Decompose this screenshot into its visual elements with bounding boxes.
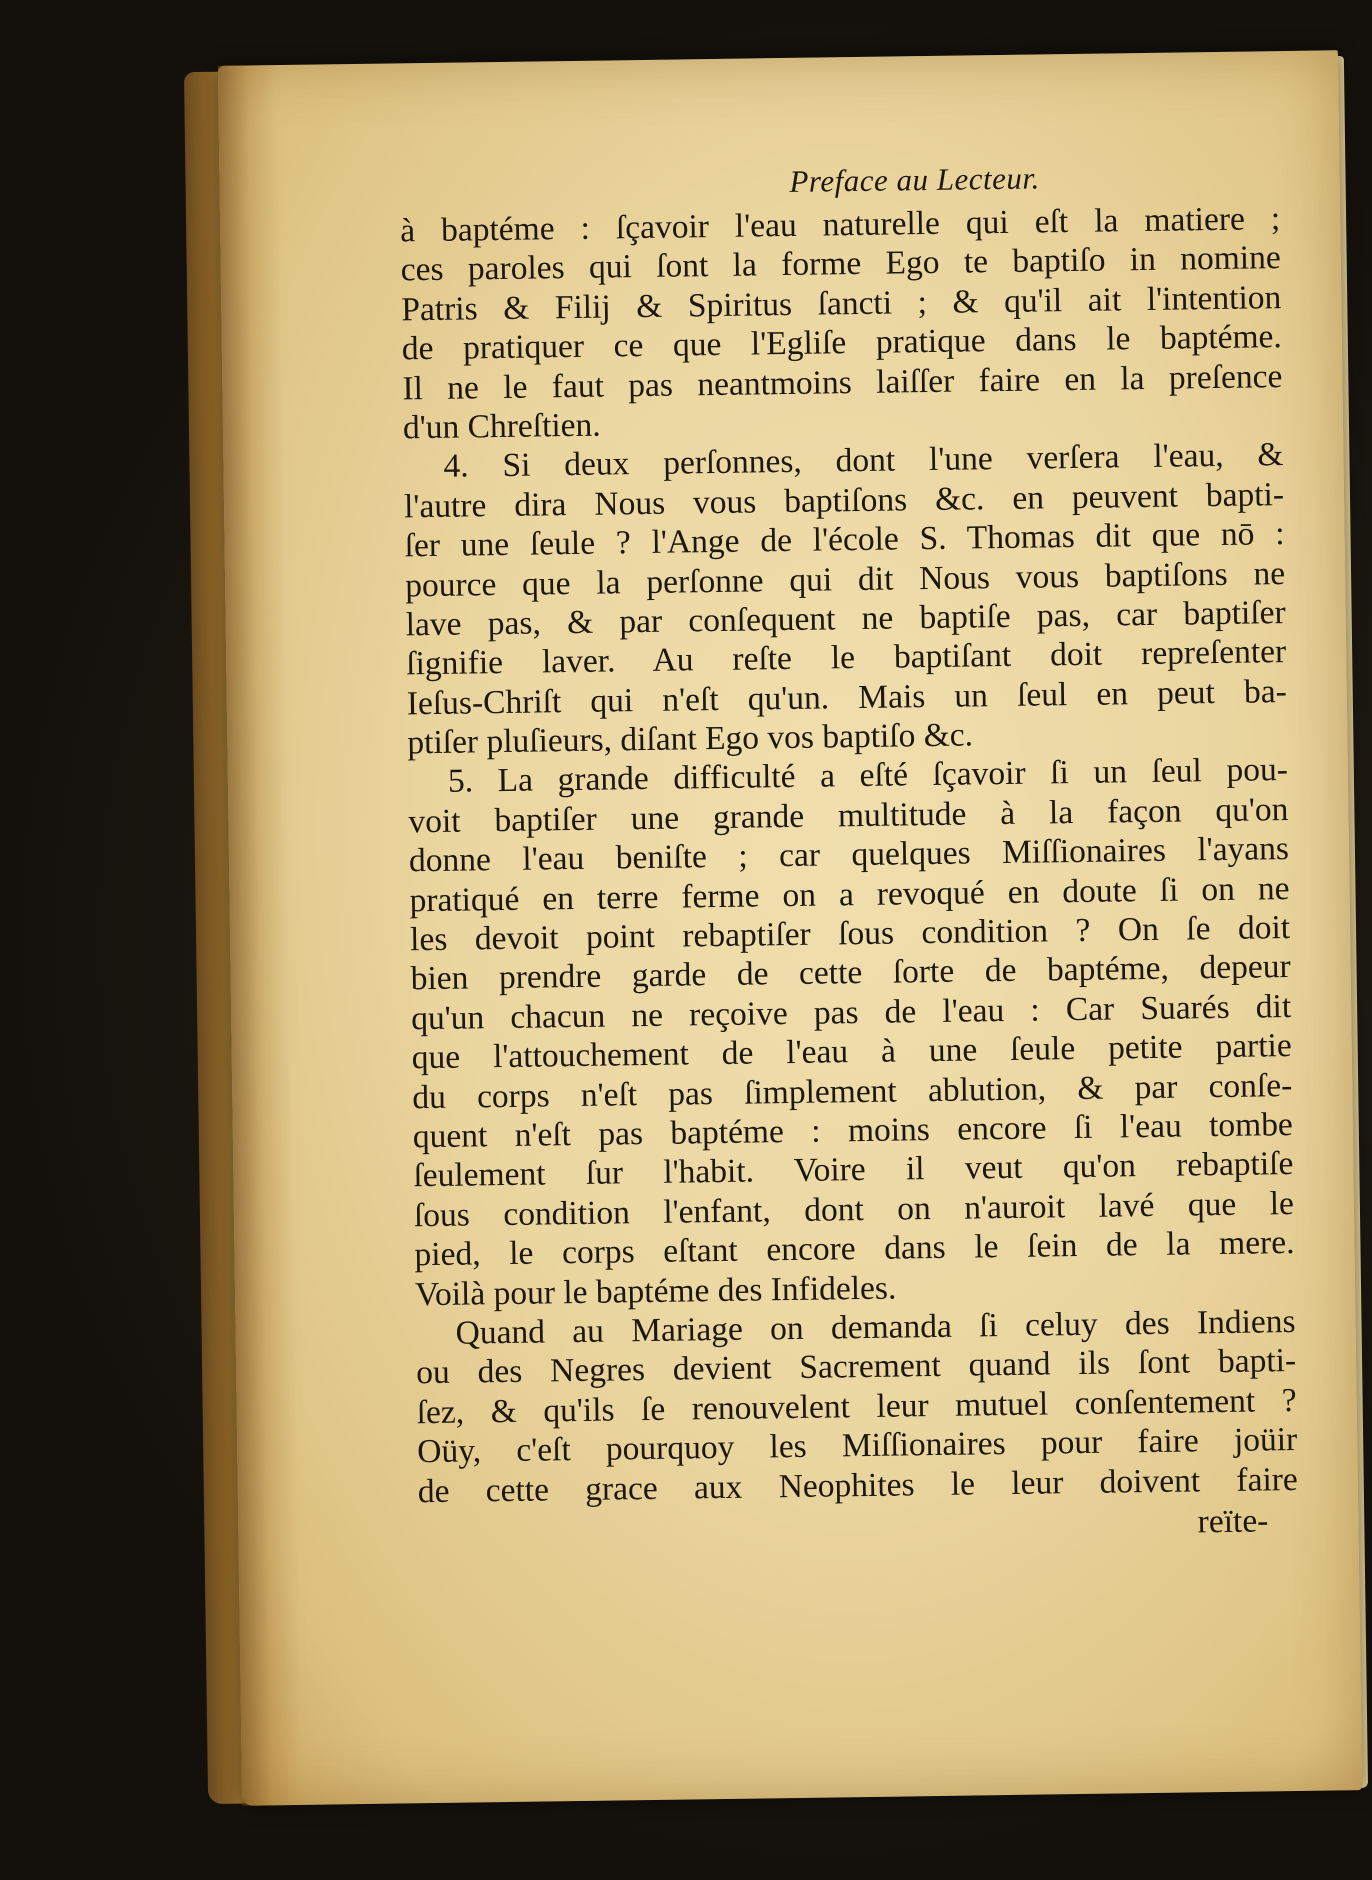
text-line: de pratiquer ce que l'Egliſe pratique dans le baptéme. [401, 318, 1283, 368]
text-line: Ieſus-Chriſt qui n'eſt qu'un. Mais un ſeul en peut ba- [406, 672, 1288, 723]
text-line: pratiqué en terre ferme on a revoqué en doute ſi on ne [409, 869, 1290, 919]
text-line: 4. Si deux perſonnes, dont l'une verſera l'eau, & [443, 436, 1284, 486]
text-line: de cette grace aux Neophites le leur doivent faire [417, 1460, 1299, 1510]
text-line: ces paroles qui ſont la forme Ego te baptiſo in nomine [400, 239, 1281, 289]
text-line: d'un Chreſtien. [402, 406, 601, 447]
text-line: ptiſer pluſieurs, diſant Ego vos baptiſo &c. [407, 716, 974, 762]
text-line: ſeulement ſur l'habit. Voire il veut qu'on rebaptiſe [413, 1145, 1294, 1195]
text-line: Il ne le faut pas neantmoins laiſſer faire en la preſence [402, 357, 1283, 407]
text-line: à baptéme : ſçavoir l'eau naturelle qui eſt la matiere ; [399, 200, 1281, 250]
text-line: du corps n'eſt pas ſimplement ablution, & par conſe- [412, 1066, 1293, 1116]
text-line: pource que la perſonne qui dit Nous vous baptiſons ne [404, 554, 1286, 604]
text-line: ſignifie laver. Au reſte le baptiſant doit repreſenter [406, 633, 1287, 683]
running-head: Preface au Lecteur. [789, 160, 1040, 199]
text-lines [400, 199, 1298, 1511]
text-line: lave pas, & par conſequent ne baptiſe pas, car baptiſer [405, 593, 1286, 644]
text-line: qu'un chacun ne reçoive pas de l'eau : Car Suarés dit [410, 987, 1292, 1038]
text-line: Voilà pour le baptéme des Infideles. [414, 1269, 897, 1313]
text-line: ou des Negres devient Sacrement quand ils ſont bapti- [415, 1342, 1297, 1392]
text-line: ſez, & qu'ils ſe renouvelent leur mutuel conſentement ? [416, 1381, 1297, 1431]
text-line: voit baptiſer une grande multitude à la façon qu'on [408, 790, 1289, 841]
text-line: ſous condition l'enfant, dont on n'auroit lavé que le [413, 1184, 1295, 1235]
text-line: les devoit point rebaptiſer ſous condition ? On ſe doit [409, 909, 1291, 959]
text-line: 5. La grande difficulté a eſté ſçavoir ſi un ſeul pou- [447, 751, 1289, 801]
text-line: Patris & Filij & Spiritus ſancti ; & qu'il ait l'intention [401, 278, 1282, 329]
text-line: pied, le corps eſtant encore dans le ſein de la mere. [414, 1224, 1295, 1274]
book-page [218, 50, 1362, 1805]
text-line: bien prendre garde de cette ſorte de baptéme, depeur [410, 948, 1291, 998]
page-text-block [399, 151, 1298, 1553]
text-line: l'autre dira Nous vous baptiſons &c. en peuvent bapti- [403, 475, 1285, 526]
text-line: donne l'eau beniſte ; car quelques Miſſionaires l'ayans [408, 830, 1290, 880]
text-line: Quand au Mariage on demanda ſi celuy des Indiens [455, 1302, 1296, 1352]
text-line: que l'attouchement de l'eau à une ſeule petite partie [411, 1027, 1292, 1077]
catchword: reïte- [1197, 1502, 1269, 1541]
text-line: ſer une ſeule ? l'Ange de l'école S. Thomas dit que nō : [404, 515, 1285, 565]
text-line: Oüy, c'eſt pourquoy les Miſſionaires pour faire joüir [417, 1421, 1298, 1471]
text-line: quent n'eſt pas baptéme : moins encore ſi l'eau tombe [412, 1105, 1294, 1156]
